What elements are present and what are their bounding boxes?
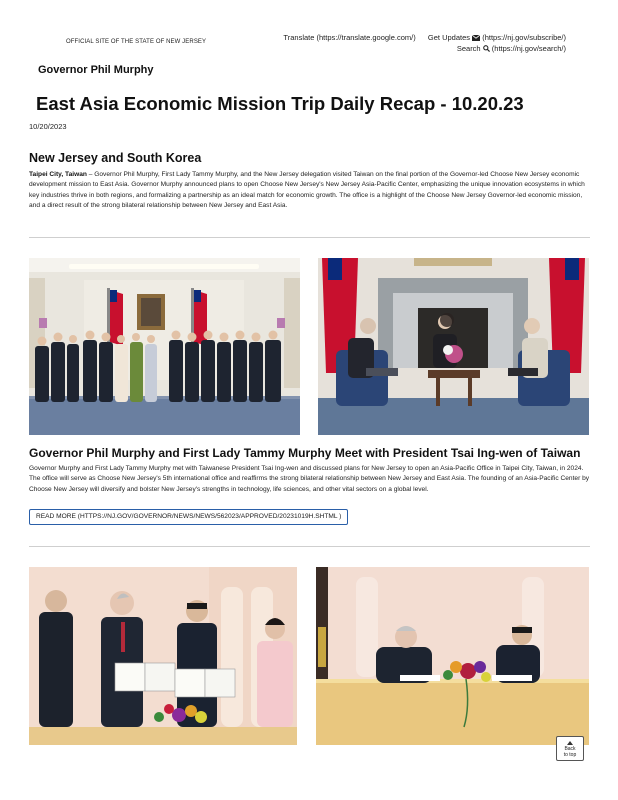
magnifier-icon [483, 45, 490, 52]
divider [29, 237, 590, 238]
photo-delegation-group [29, 258, 300, 435]
section-body-nj-south-korea: Taipei City, Taiwan – Governor Phil Murphy, First Lady Tammy Murphy, and the New Jersey delegation visited Taiwan on the final portion of the Governor-led Choose New Jersey economic development mission to East Asia. Governor Murphy announced plans to open Choose New Jersey's New Jersey Asia-Pacific Center, emphasizing the unique innovation ecosystems in which key industries thrive in both regions, and formalizing a partnership as an ideal match for economic growth. The office is a highlight of the Choose New Jersey Governor-led economic mission, and a direct result of the strong bilateral relationship between New Jersey and East Asia. [29, 171, 585, 209]
governor-name[interactable]: Governor Phil Murphy [38, 64, 154, 76]
official-site-label: OFFICIAL SITE OF THE STATE OF NEW JERSEY [66, 39, 207, 45]
divider [29, 546, 590, 547]
top-links [283, 32, 566, 54]
photo-meeting-president [318, 258, 589, 435]
get-updates-link[interactable]: Get Updates (https://nj.gov/subscribe/) [427, 33, 566, 42]
search-link[interactable]: Search (https://nj.gov/search/) [456, 44, 566, 53]
section-heading-nj-south-korea: New Jersey and South Korea [29, 151, 202, 165]
photo-signing-ceremony [29, 567, 297, 745]
arrow-up-icon [567, 741, 573, 745]
page-title: East Asia Economic Mission Trip Daily Recap - 10.20.23 [36, 93, 524, 114]
envelope-icon [472, 35, 480, 41]
read-more-button[interactable]: READ MORE (HTTPS://NJ.GOV/GOVERNOR/NEWS/NEWS/562023/APPROVED/20231019H.SHTML ) [29, 509, 348, 525]
section-body-meet-president: Governor Murphy and First Lady Tammy Murphy met with Taiwanese President Tsai Ing-wen and discussed plans for New Jersey to open an Asia-Pacific Office in Taipei City, Taiwan, in 2024. The office will serve as Choose New Jersey's 5th international office and reaffirms the strong bilateral relationship between New Jersey and East Asia. The founding of an Asia-Pacific Center by Choose New Jersey will diversify and bolster New Jersey's strengths in technology, life sciences, and other vital sectors on a global level. [29, 465, 590, 493]
back-to-top-button[interactable]: Back to top [556, 736, 584, 761]
dateline: Taipei City, Taiwan [29, 171, 87, 178]
translate-link[interactable]: Translate (https://translate.google.com/) [283, 33, 416, 42]
publish-date: 10/20/2023 [29, 122, 67, 131]
section-heading-meet-president: Governor Phil Murphy and First Lady Tammy Murphy Meet with President Tsai Ing-wen of Taiwan [29, 446, 581, 460]
photo-signing-table [316, 567, 589, 745]
